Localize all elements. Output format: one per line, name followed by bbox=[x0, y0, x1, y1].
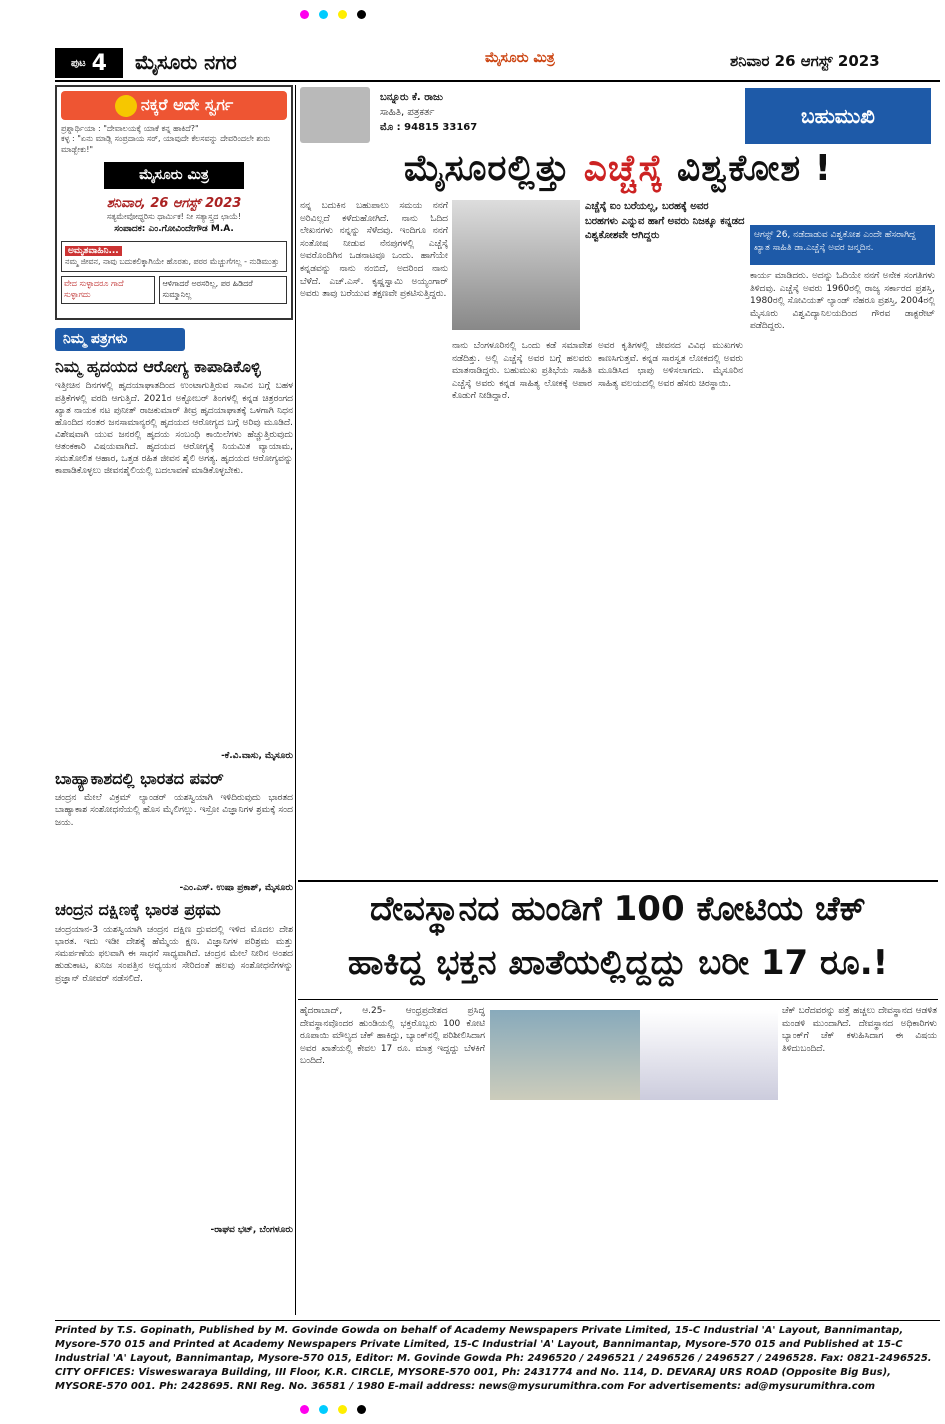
proverb-text: ಆಳಿಗಾದರೆ ಅರಸರಿಲ್ಲ, ಪರ ಹಿಡಿದರೆ ಸುಮ್ಮಾನಿಲ್ಲ bbox=[159, 276, 287, 304]
temple-photo bbox=[490, 1010, 640, 1100]
joke-answer: ಕಳ್ಳ : "ಏನು ಮಾಡ್ಲಿ ಸಂಪ್ರದಾಯ ಸರ್, ಯಾವುದೇ ಕೆಲಸವನ್ನು ದೇವರಿಂದಲೇ ಶುರು ಮಾಡ್ಬೇಕು!" bbox=[61, 134, 271, 155]
imprint-footer: Printed by T.S. Gopinath, Published by M. Govinde Gowda on behalf of Academy Newspapers Private Limited, 15-C Industrial 'A' Layout, Bannimantap, Mysore-570 015 and Printed at Academy Newspapers Private Limited, 15-C Industrial 'A' Layout, Bannimantap, Mysore-570 015 and Published at 15-C Industrial 'A' Layout, Bannimantap, Mysore-570 015, Editor: M. Govinde Gowda Ph: 2496520 / 2496521 / 2496526 / 2496527 / 2496528. Fax: 0821-2496525. CITY OFFICES: Visweswaraya Building, III Floor, K.R. CIRCLE, MYSORE-570 001, Ph: 2431774 and No. 114, D. DEVARAJ URS ROAD (Opposite Big Bus), MYSORE-570 001. Ph: 2428695. RNI Reg. No. 36581 / 1980 E-mail address: news@mysurumithra.com For advertisements: ad@mysurumithra.com bbox=[55, 1320, 940, 1394]
amrita-label: ಅಮೃತವಾಹಿನಿ... bbox=[65, 246, 122, 256]
bottom-headline-line2: ಹಾಕಿದ್ದ ಭಕ್ತನ ಖಾತೆಯಲ್ಲಿದ್ದದ್ದು ಬರೀ 17 ರೂ.! bbox=[347, 943, 889, 984]
main-headline: ಮೈಸೂರಲ್ಲಿತ್ತು ಎಚ್ಚೆಸ್ಕೆ ವಿಶ್ವಕೋಶ ! bbox=[403, 148, 833, 189]
bottom-headline-line1: ದೇವಸ್ಥಾನದ ಹುಂಡಿಗೆ 100 ಕೋಟಿಯ ಚೆಕ್ bbox=[370, 889, 866, 929]
joke-title: ನಕ್ಕರೆ ಅದೇ ಸ್ವರ್ಗ bbox=[61, 91, 287, 120]
author-role: ಸಾಹಿತಿ, ಪತ್ರಕರ್ತ bbox=[380, 107, 435, 118]
amrita-box bbox=[61, 241, 287, 272]
registration-dots-bottom bbox=[300, 1405, 366, 1414]
amrita-text: ನಮ್ಮ ಜೀವನ, ನಾವು ಬದುಕಲಿಕ್ಕಾಗಿಯೇ ಹೊರತು, ಪರರ ಮೆಚ್ಚುಗೆಗಲ್ಲ - ನುಡಿಮುತ್ತು bbox=[65, 257, 280, 267]
proverb-box bbox=[61, 276, 287, 304]
mini-masthead: ಮೈಸೂರು ಮಿತ್ರ bbox=[104, 162, 244, 189]
letters-heading: ನಿಮ್ಮ ಪತ್ರಗಳು bbox=[55, 328, 185, 351]
letter1-body: ಇತ್ತೀಚಿನ ದಿನಗಳಲ್ಲಿ ಹೃದಯಾಘಾತದಿಂದ ಉಂಟಾಗುತ್ತಿರುವ ಸಾವಿನ ಬಗ್ಗೆ ಬಹಳ ಪತ್ರಿಕೆಗಳಲ್ಲಿ ವರದಿ ಆಗುತ್ತಿದೆ. 2021ರ ಅಕ್ಟೋಬರ್ ತಿಂಗಳಲ್ಲಿ ಕನ್ನಡ ಚಿತ್ರರಂಗದ ಖ್ಯಾತ ನಾಯಕ ನಟ ಪುನೀತ್ ರಾಜಕುಮಾರ್ ತೀವ್ರ ಹೃದಯಾಘಾತಕ್ಕೆ ಒಳಗಾಗಿ ನಿಧನ ಹೊಂದಿದ ನಂತರ ಜನಸಾಮಾನ್ಯರಲ್ಲಿ ಹೃದಯದ ಆರೋಗ್ಯದ ಬಗ್ಗೆ ಅರಿವು ಮೂಡಿದೆ. ವಿಶೇಷವಾಗಿ ಯುವ ಜನರಲ್ಲಿ ಹೃದಯ ಸಂಬಂಧಿ ಕಾಯಿಲೆಗಳು ಹೆಚ್ಚುತ್ತಿರುವುದು ಆತಂಕಕಾರಿ ವಿಷಯವಾಗಿದೆ. ಹೃದಯದ ಆರೋಗ್ಯಕ್ಕೆ ನಿಯಮಿತ ವ್ಯಾಯಾಮ, ಸಮತೋಲಿತ ಆಹಾರ, ಒತ್ತಡ ರಹಿತ ಜೀವನ ಶೈಲಿ ಅಗತ್ಯ. ಹೃದಯದ ಆರೋಗ್ಯವನ್ನು ಕಾಪಾಡಿಕೊಳ್ಳಲು ಜೀವನಶೈಲಿಯಲ್ಲಿ ಬದಲಾವಣೆ ಮಾಡಿಕೊಳ್ಳಬೇಕು. bbox=[55, 381, 293, 477]
main-col1: ನನ್ನ ಬದುಕಿನ ಬಹುಪಾಲು ಸಮಯ ನನಗೆ ಅರಿವಿಲ್ಲದೆ ಕಳೆದುಹೋಗಿದೆ. ನಾನು ಓದಿದ ಲೇಖನಗಳು ನನ್ನನ್ನು ಸೆಳೆದವು. ಇಂದಿಗೂ ನನಗೆ ಸಂತೋಷ ನೀಡುವ ನೆನಪುಗಳಲ್ಲಿ ಎಚ್ಚೆಸ್ಕೆ ಅವರೊಂದಿಗಿನ ಒಡನಾಟವೂ ಒಂದು. ಹಾಗೆಯೇ ಕನ್ನಡವನ್ನು ನಾನು ನಂಬಿದೆ, ಅದರಿಂದ ನಾನು ಬೆಳೆದೆ. ಎಚ್.ಎಸ್. ಕೃಷ್ಣಸ್ವಾಮಿ ಅಯ್ಯಂಗಾರ್ ಅವರು ತಾವು ಬರೆಯುವ ತಕ್ಷಣವೇ ಪ್ರಕಟಿಸುತ್ತಿದ್ದರು. bbox=[300, 201, 448, 300]
author-info bbox=[380, 90, 477, 135]
laughing-face-icon bbox=[115, 95, 137, 117]
header-rule bbox=[55, 80, 940, 82]
joke-box bbox=[55, 85, 293, 320]
cheque-photo bbox=[640, 1010, 778, 1100]
letter2-title: ಬಾಹ್ಯಾಕಾಶದಲ್ಲಿ ಭಾರತದ ಪವರ್ bbox=[55, 768, 224, 788]
left-column bbox=[55, 85, 293, 1315]
letter1-sign: -ಕೆ.ವಿ.ವಾಸು, ಮೈಸೂರು bbox=[221, 751, 293, 762]
registration-dots-top bbox=[300, 10, 366, 19]
section-title: ಮೈಸೂರು ನಗರ bbox=[135, 50, 237, 74]
column-divider bbox=[295, 85, 296, 1315]
main-col3: ಅವರ ಕೃತಿಗಳಲ್ಲಿ ಜೀವನದ ವಿವಿಧ ಮುಖಗಳು ಕಾಣಸಿಗುತ್ತವೆ. ಕನ್ನಡ ಸಾರಸ್ವತ ಲೋಕದಲ್ಲಿ ಅವರು ಮೂಡಿಸಿದ ಛಾಪು ಅಳಿಸಲಾಗದು. ಮೈಸೂರಿನ ಸಾಹಿತ್ಯ ವಲಯದಲ್ಲಿ ಅವರ ಹೆಸರು ಚಿರಸ್ಥಾಯಿ. bbox=[598, 341, 743, 389]
bottom-col3: ಚೆಕ್ ಬರೆದವರನ್ನು ಪತ್ತೆ ಹಚ್ಚಲು ದೇವಸ್ಥಾನದ ಆಡಳಿತ ಮಂಡಳಿ ಮುಂದಾಗಿದೆ. ದೇವಸ್ಥಾನದ ಅಧಿಕಾರಿಗಳು ಬ್ಯಾಂಕ್‌ಗೆ ಚೆಕ್ ಕಳುಹಿಸಿದಾಗ ಈ ವಿಷಯ ತಿಳಿದುಬಂದಿದೆ. bbox=[782, 1006, 937, 1054]
author-photo bbox=[300, 87, 370, 143]
bottom-headline bbox=[298, 880, 938, 1000]
page-number-box bbox=[55, 48, 123, 78]
mini-date: ಶನಿವಾರ, 26 ಆಗಸ್ಟ್ 2023 bbox=[106, 195, 242, 211]
author-name: ಬನ್ನೂರು ಕೆ. ರಾಜು bbox=[380, 92, 443, 103]
main-col4: ಕಾರ್ಯ ಮಾಡಿದರು. ಅದನ್ನು ಓದಿಯೇ ನನಗೆ ಅನೇಕ ಸಂಗತಿಗಳು ತಿಳಿದವು. ಎಚ್ಚೆಸ್ಕೆ ಅವರು 1960ರಲ್ಲಿ ರಾಜ್ಯ ಸರ್ಕಾರದ ಪ್ರಶಸ್ತಿ, 1980ರಲ್ಲಿ ಸೋವಿಯತ್ ಲ್ಯಾಂಡ್ ನೆಹರೂ ಪ್ರಶಸ್ತಿ, 2004ರಲ್ಲಿ ಮೈಸೂರು ವಿಶ್ವವಿದ್ಯಾನಿಲಯದಿಂದ ಗೌರವ ಡಾಕ್ಟರೇಟ್ ಪಡೆದಿದ್ದರು. bbox=[750, 271, 935, 332]
page-number: 4 bbox=[91, 50, 107, 76]
main-col2: ನಾನು ಬೆಂಗಳೂರಿನಲ್ಲಿ ಒಂದು ಕಡೆ ಸಮಾವೇಶ ನಡೆದಿತ್ತು. ಅಲ್ಲಿ ಎಚ್ಚೆಸ್ಕೆ ಅವರ ಬಗ್ಗೆ ಹಲವರು ಮಾತನಾಡಿದ್ದರು. ಬಹುಮುಖ ಪ್ರತಿಭೆಯ ಸಾಹಿತಿ ಎಚ್ಚೆಸ್ಕೆ ಅವರು ಕನ್ನಡ ಸಾಹಿತ್ಯ ಲೋಕಕ್ಕೆ ಅಪಾರ ಕೊಡುಗೆ ನೀಡಿದ್ದಾರೆ. bbox=[452, 341, 592, 402]
masthead: ಮೈಸೂರು ಮಿತ್ರ bbox=[485, 50, 555, 66]
letter2-sign: -ಎಂ.ಎಸ್. ಉಷಾ ಪ್ರಕಾಶ್, ಮೈಸೂರು bbox=[179, 883, 293, 894]
author-phone: ಮೊ : 94815 33167 bbox=[380, 122, 478, 133]
letter1-title: ನಿಮ್ಮ ಹೃದಯದ ಆರೋಗ್ಯ ಕಾಪಾಡಿಕೊಳ್ಳಿ bbox=[55, 356, 261, 376]
joke-question: ಪ್ರಶ್ನಾರ್ಥಿಯಾ : "ದೇವಾಲಯಕ್ಕೆ ಯಾಕೆ ಕನ್ನ ಹಾಕಿದೆ?" bbox=[61, 123, 199, 133]
portrait-photo bbox=[452, 200, 580, 330]
info-box: ಆಗಸ್ಟ್ 26, ನಡೆದಾಡುವ ವಿಶ್ವಕೋಶ ಎಂದೇ ಹೆಸರಾಗಿದ್ದ ಖ್ಯಾತ ಸಾಹಿತಿ ಡಾ.ಎಚ್ಚೆಸ್ಕೆ ಅವರ ಜನ್ಮದಿನ. bbox=[750, 225, 935, 265]
bottom-col1: ಹೈದರಾಬಾದ್, ಆ.25- ಆಂಧ್ರಪ್ರದೇಶದ ಪ್ರಸಿದ್ಧ ದೇವಸ್ಥಾನವೊಂದರ ಹುಂಡಿಯಲ್ಲಿ ಭಕ್ತರೊಬ್ಬರು 100 ಕೋಟಿ ರೂಪಾಯಿ ಮೌಲ್ಯದ ಚೆಕ್ ಹಾಕಿದ್ದು, ಬ್ಯಾಂಕ್‌ನಲ್ಲಿ ಪರಿಶೀಲಿಸಿದಾಗ ಅವರ ಖಾತೆಯಲ್ಲಿ ಕೇವಲ 17 ರೂ. ಮಾತ್ರ ಇದ್ದದ್ದು ಬೆಳಕಿಗೆ ಬಂದಿದೆ. bbox=[300, 1006, 485, 1067]
page-label: ಪುಟ bbox=[71, 57, 86, 69]
column-title: ಬಹುಮುಖಿ bbox=[745, 88, 931, 144]
letter3-sign: -ರಾಘವ ಭಟ್, ಬೆಂಗಳೂರು bbox=[210, 1224, 293, 1235]
pull-quote: ಎಚ್ಚೆಸ್ಕೆ ಐಂ ಬರೆಯಲ್ಲ, ಬರಹಕ್ಕೆ ಅವರ ಬರಹಗಳು ಎನ್ನುವ ಹಾಗೆ ಅವರು ನಿಜಕ್ಕೂ ಕನ್ನಡದ ವಿಶ್ವಕೋಶವೇ ಆಗಿದ್ದರು bbox=[585, 201, 745, 241]
letter3-title: ಚಂದ್ರನ ದಕ್ಷಿಣಕ್ಕೆ ಭಾರತ ಪ್ರಥಮ bbox=[55, 900, 221, 920]
proverb-label: ವೇದ ಸುಳ್ಳಾದರೂ ಗಾದೆ ಸುಳ್ಳಾಗದು bbox=[61, 276, 155, 304]
issue-date: ಶನಿವಾರ 26 ಆಗಸ್ಟ್ 2023 bbox=[730, 52, 880, 70]
letter2-body: ಚಂದ್ರನ ಮೇಲೆ ವಿಕ್ರಮ್ ಲ್ಯಾಂಡರ್ ಯಶಸ್ವಿಯಾಗಿ ಇಳಿದಿರುವುದು ಭಾರತದ ಬಾಹ್ಯಾಕಾಶ ಸಂಶೋಧನೆಯಲ್ಲಿ ಹೊಸ ಮೈಲಿಗಲ್ಲು. ಇಸ್ರೋ ವಿಜ್ಞಾನಿಗಳ ಶ್ರಮಕ್ಕೆ ಸಂದ ಜಯ. bbox=[55, 793, 293, 828]
motto: ಸತ್ಯಮೇವೋಧ್ಧರಿಸು ಧಾರ್ಮಿಕ! ನೀ ಸತ್ಯಾಸ್ತ್ರದ ಛಾಯೆ! bbox=[106, 212, 242, 222]
editor-line: ಸಂಪಾದಕ: ಎಂ.ಗೋವಿಂದೇಗೌಡ M.A. bbox=[114, 224, 234, 235]
letter3-body: ಚಂದ್ರಯಾನ-3 ಯಶಸ್ವಿಯಾಗಿ ಚಂದ್ರನ ದಕ್ಷಿಣ ಧ್ರುವದಲ್ಲಿ ಇಳಿದ ಮೊದಲ ದೇಶ ಭಾರತ. ಇದು ಇಡೀ ದೇಶಕ್ಕೆ ಹೆಮ್ಮೆಯ ಕ್ಷಣ. ವಿಜ್ಞಾನಿಗಳ ಪರಿಶ್ರಮ ಮತ್ತು ಸಮರ್ಪಣೆಯ ಫಲವಾಗಿ ಈ ಸಾಧನೆ ಸಾಧ್ಯವಾಗಿದೆ. ಚಂದ್ರನ ಮೇಲೆ ನೀರಿನ ಅಂಶದ ಹುಡುಕಾಟ, ಖನಿಜ ಸಂಪತ್ತಿನ ಅಧ್ಯಯನ ಸೇರಿದಂತೆ ಹಲವು ಸಂಶೋಧನೆಗಳನ್ನು ಪ್ರಜ್ಞಾನ್ ರೋವರ್ ನಡೆಸಲಿದೆ. bbox=[55, 924, 293, 984]
